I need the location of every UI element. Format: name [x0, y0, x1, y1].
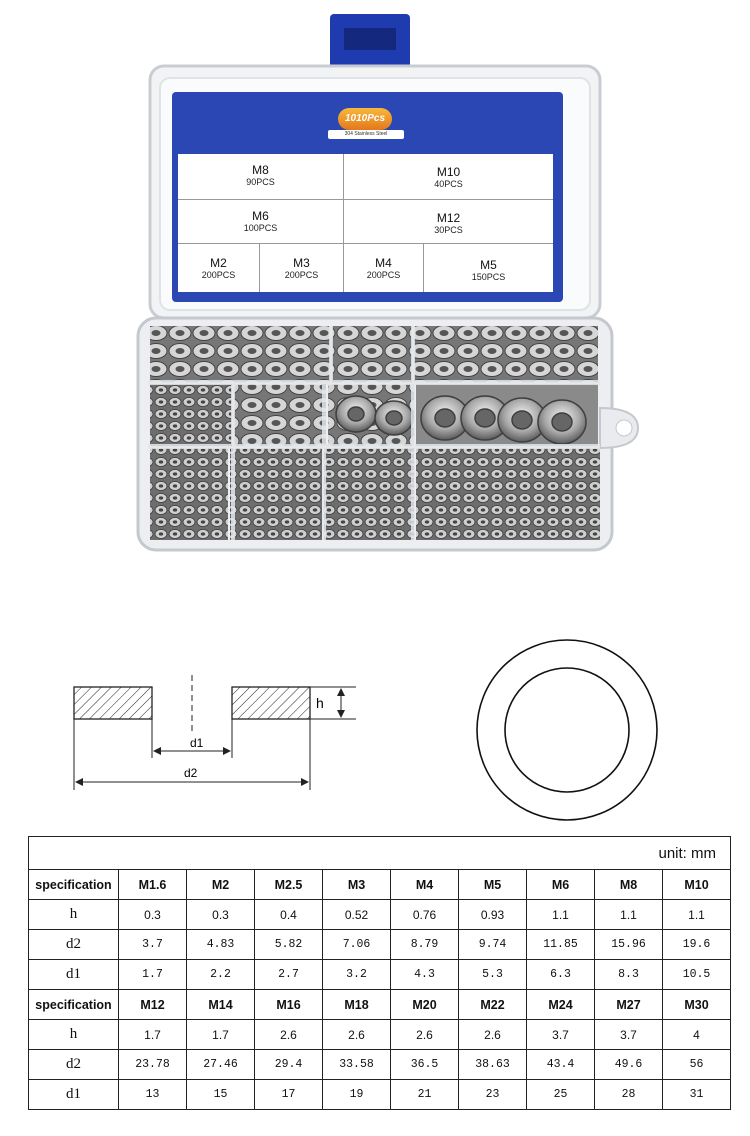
size-cell — [344, 154, 553, 200]
table-cell: 4.83 — [187, 930, 255, 960]
qty-label: 100PCS — [243, 223, 278, 233]
qty-label: 40PCS — [434, 179, 463, 189]
size-label: M12 — [436, 211, 461, 225]
section-left — [74, 687, 152, 719]
table-cell: 19.6 — [663, 930, 731, 960]
table-row — [29, 1020, 731, 1050]
material-label: 304 Stainless Steel — [328, 130, 404, 139]
table-cell: 11.85 — [527, 930, 595, 960]
table-cell: 49.6 — [595, 1050, 663, 1080]
table-cell: M5 — [459, 870, 527, 900]
size-cell — [424, 244, 553, 292]
table-cell: M24 — [527, 990, 595, 1020]
table-cell: M22 — [459, 990, 527, 1020]
table-cell: M27 — [595, 990, 663, 1020]
specification-table — [28, 836, 728, 1110]
d1-dimension-label: d1 — [190, 736, 204, 750]
qty-label: 90PCS — [246, 177, 275, 187]
table-cell: 8.79 — [391, 930, 459, 960]
qty-label: 150PCS — [471, 272, 506, 282]
size-label: M3 — [293, 256, 310, 270]
table-cell: 1.7 — [187, 1020, 255, 1050]
row-label-d2: d2 — [29, 1050, 119, 1080]
table-cell: 1.1 — [527, 900, 595, 930]
size-cell — [178, 200, 344, 244]
qty-label: 30PCS — [434, 225, 463, 235]
table-cell: 1.1 — [663, 900, 731, 930]
table-cell: 19 — [323, 1080, 391, 1110]
quantity-badge: 1010Pcs — [338, 108, 392, 130]
qty-label: 200PCS — [366, 270, 401, 280]
table-row — [29, 1080, 731, 1110]
table-cell: 56 — [663, 1050, 731, 1080]
table-cell: 27.46 — [187, 1050, 255, 1080]
row-label-d1: d1 — [29, 1080, 119, 1110]
table-row — [29, 960, 731, 990]
table-cell: M10 — [663, 870, 731, 900]
table-cell: 1.1 — [595, 900, 663, 930]
row-label-h: h — [29, 1020, 119, 1050]
table-cell: 25 — [527, 1080, 595, 1110]
table-cell: 5.82 — [255, 930, 323, 960]
table-cell: 4 — [663, 1020, 731, 1050]
cross-section-diagram — [0, 610, 750, 830]
table-cell: 13 — [119, 1080, 187, 1110]
table-cell: 29.4 — [255, 1050, 323, 1080]
washer-dimension-drawing — [0, 610, 750, 830]
table-cell: 38.63 — [459, 1050, 527, 1080]
table-cell: M8 — [595, 870, 663, 900]
table-cell: M2 — [187, 870, 255, 900]
table-cell: 2.7 — [255, 960, 323, 990]
table-cell: 28 — [595, 1080, 663, 1110]
unit-label: unit: mm — [29, 837, 731, 870]
size-label: M5 — [480, 258, 497, 272]
table-cell: 36.5 — [391, 1050, 459, 1080]
table-row — [29, 900, 731, 930]
table-cell: 1.7 — [119, 960, 187, 990]
table-cell: 1.7 — [119, 1020, 187, 1050]
table-cell: 43.4 — [527, 1050, 595, 1080]
table-cell: 31 — [663, 1080, 731, 1110]
qty-label: 200PCS — [201, 270, 236, 280]
table-row — [29, 930, 731, 960]
row-label-d2: d2 — [29, 930, 119, 960]
table-cell: M12 — [119, 990, 187, 1020]
size-cell — [344, 244, 424, 292]
table-cell: 33.58 — [323, 1050, 391, 1080]
table-row — [29, 870, 731, 900]
table-cell: 5.3 — [459, 960, 527, 990]
table-cell: M2.5 — [255, 870, 323, 900]
table-cell: 23.78 — [119, 1050, 187, 1080]
table-cell: 2.6 — [255, 1020, 323, 1050]
table-cell: M3 — [323, 870, 391, 900]
table-cell: 2.6 — [459, 1020, 527, 1050]
table-cell: 8.3 — [595, 960, 663, 990]
table-cell: 0.4 — [255, 900, 323, 930]
size-label: M8 — [252, 163, 269, 177]
table-cell: M6 — [527, 870, 595, 900]
washer-outer-circle — [477, 640, 657, 820]
table-cell: 0.3 — [187, 900, 255, 930]
table-cell: 0.52 — [323, 900, 391, 930]
h-dimension-label: h — [316, 695, 324, 711]
size-cell — [260, 244, 344, 292]
table-cell: 2.2 — [187, 960, 255, 990]
table-cell: M30 — [663, 990, 731, 1020]
row-label-h: h — [29, 900, 119, 930]
size-label: M6 — [252, 209, 269, 223]
table-cell: 3.7 — [595, 1020, 663, 1050]
row-label-d1: d1 — [29, 960, 119, 990]
size-cell — [178, 244, 260, 292]
table-cell: 6.3 — [527, 960, 595, 990]
table-cell: 21 — [391, 1080, 459, 1110]
table-row — [29, 1050, 731, 1080]
table-cell: 10.5 — [663, 960, 731, 990]
table-cell: 0.3 — [119, 900, 187, 930]
size-cell — [344, 200, 553, 244]
d2-dimension-label: d2 — [184, 766, 198, 780]
table-cell: 15 — [187, 1080, 255, 1110]
table-cell: 9.74 — [459, 930, 527, 960]
size-label: M2 — [210, 256, 227, 270]
table-cell: 0.93 — [459, 900, 527, 930]
spec-row-label: specification — [29, 990, 119, 1020]
table-cell: 4.3 — [391, 960, 459, 990]
table-cell: M4 — [391, 870, 459, 900]
table-cell: 17 — [255, 1080, 323, 1110]
table-cell: 0.76 — [391, 900, 459, 930]
size-cell — [178, 154, 344, 200]
size-quantity-grid — [178, 154, 553, 292]
table-cell: 3.7 — [527, 1020, 595, 1050]
table-cell: M14 — [187, 990, 255, 1020]
table-cell: 2.6 — [323, 1020, 391, 1050]
table-cell: M18 — [323, 990, 391, 1020]
table-cell: M16 — [255, 990, 323, 1020]
table-row — [29, 990, 731, 1020]
table-cell: 7.06 — [323, 930, 391, 960]
table-cell: 23 — [459, 1080, 527, 1110]
qty-label: 200PCS — [284, 270, 319, 280]
size-label: M4 — [375, 256, 392, 270]
table-cell: 3.7 — [119, 930, 187, 960]
table-row — [29, 837, 731, 870]
spec-row-label: specification — [29, 870, 119, 900]
table-cell: 3.2 — [323, 960, 391, 990]
table-cell: M1.6 — [119, 870, 187, 900]
table-cell: 2.6 — [391, 1020, 459, 1050]
table-cell: 15.96 — [595, 930, 663, 960]
section-right — [232, 687, 310, 719]
washer-inner-circle — [505, 668, 629, 792]
table-cell: M20 — [391, 990, 459, 1020]
size-label: M10 — [436, 165, 461, 179]
